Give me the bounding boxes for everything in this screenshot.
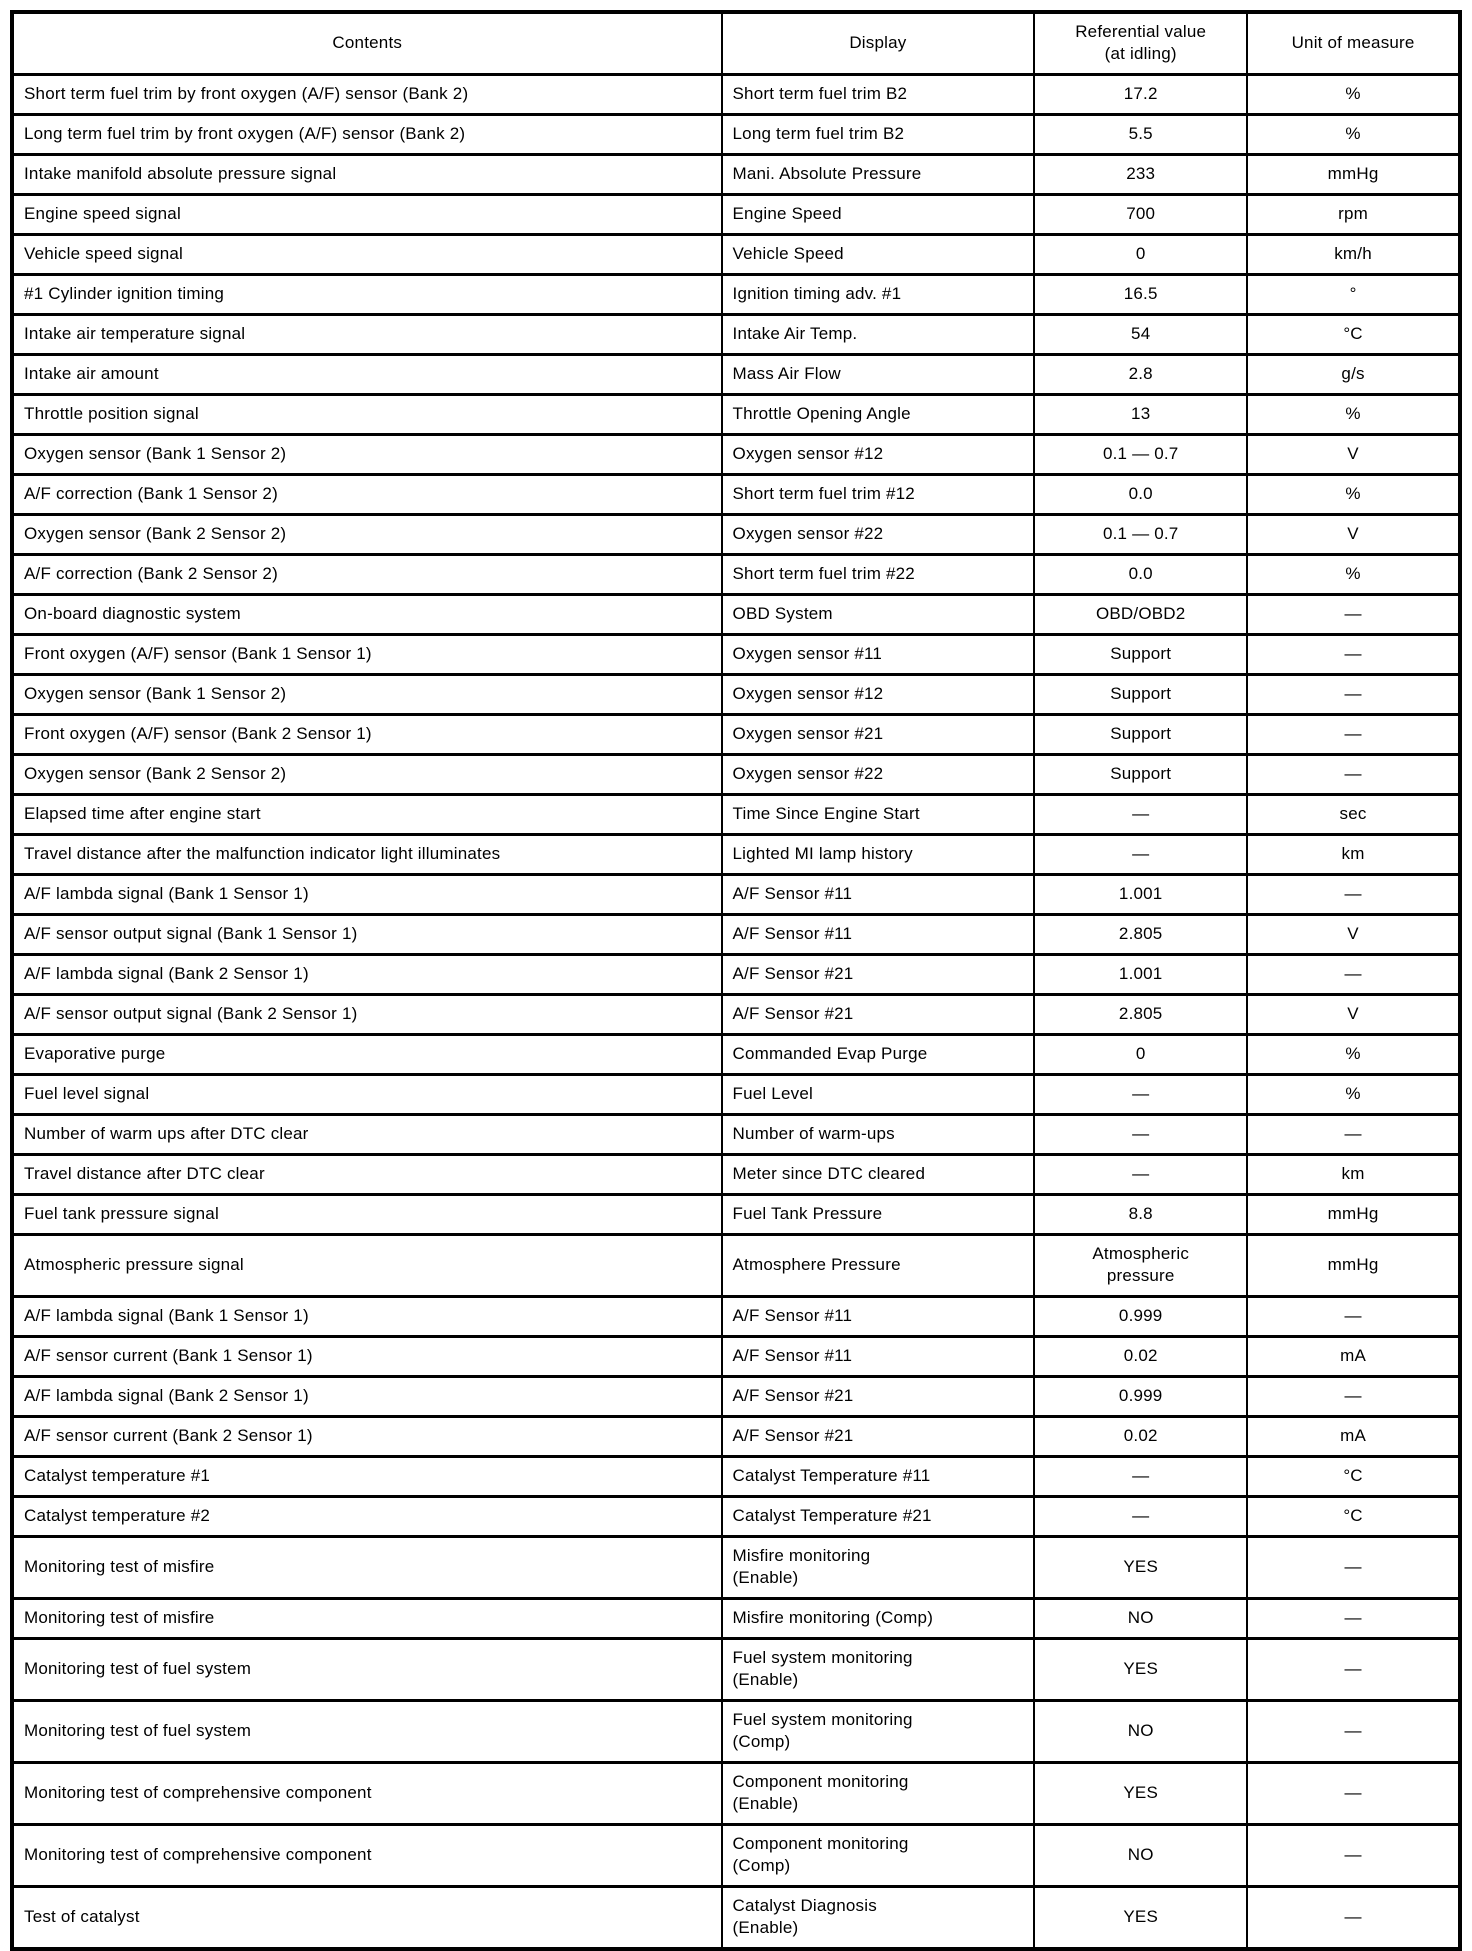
cell-display: Oxygen sensor #12: [722, 674, 1035, 714]
table-row: [12, 1074, 1460, 1114]
cell-value: —: [1034, 1114, 1247, 1154]
cell-display: Oxygen sensor #22: [722, 514, 1035, 554]
cell-value: Support: [1034, 754, 1247, 794]
table-row: [12, 834, 1460, 874]
cell-contents: Fuel level signal: [12, 1074, 722, 1114]
cell-display: Oxygen sensor #12: [722, 434, 1035, 474]
table-row: [12, 1376, 1460, 1416]
cell-unit: —: [1247, 1598, 1460, 1638]
cell-value: 233: [1034, 154, 1247, 194]
cell-unit: mA: [1247, 1336, 1460, 1376]
cell-value: 2.805: [1034, 914, 1247, 954]
cell-unit: —: [1247, 874, 1460, 914]
table-row: [12, 314, 1460, 354]
table-row: [12, 1234, 1460, 1296]
cell-contents: A/F lambda signal (Bank 2 Sensor 1): [12, 1376, 722, 1416]
table-row: [12, 674, 1460, 714]
table-row: [12, 1194, 1460, 1234]
cell-contents: Number of warm ups after DTC clear: [12, 1114, 722, 1154]
cell-value: 0.1 — 0.7: [1034, 434, 1247, 474]
cell-display: Misfire monitoring (Enable): [722, 1536, 1035, 1598]
cell-unit: %: [1247, 394, 1460, 434]
diagnostic-data-table: [10, 10, 1462, 1951]
cell-display: Mani. Absolute Pressure: [722, 154, 1035, 194]
cell-value: 2.8: [1034, 354, 1247, 394]
cell-contents: Test of catalyst: [12, 1886, 722, 1949]
cell-value: —: [1034, 834, 1247, 874]
cell-contents: Long term fuel trim by front oxygen (A/F) sensor (Bank 2): [12, 114, 722, 154]
column-header-referential-value: Referential value (at idling): [1034, 12, 1247, 74]
cell-unit: %: [1247, 554, 1460, 594]
cell-unit: mmHg: [1247, 1234, 1460, 1296]
cell-display: Throttle Opening Angle: [722, 394, 1035, 434]
cell-value: 0.0: [1034, 554, 1247, 594]
table-row: [12, 1762, 1460, 1824]
table-row: [12, 1824, 1460, 1886]
table-row: [12, 754, 1460, 794]
cell-unit: mmHg: [1247, 154, 1460, 194]
cell-unit: —: [1247, 1762, 1460, 1824]
cell-value: 1.001: [1034, 874, 1247, 914]
table-row: [12, 474, 1460, 514]
cell-display: Catalyst Temperature #21: [722, 1496, 1035, 1536]
cell-display: Ignition timing adv. #1: [722, 274, 1035, 314]
cell-value: 1.001: [1034, 954, 1247, 994]
cell-unit: °C: [1247, 314, 1460, 354]
cell-unit: V: [1247, 914, 1460, 954]
cell-display: A/F Sensor #21: [722, 994, 1035, 1034]
cell-unit: —: [1247, 1886, 1460, 1949]
cell-unit: °: [1247, 274, 1460, 314]
cell-contents: Engine speed signal: [12, 194, 722, 234]
cell-value: YES: [1034, 1536, 1247, 1598]
cell-contents: Oxygen sensor (Bank 1 Sensor 2): [12, 434, 722, 474]
cell-contents: A/F correction (Bank 1 Sensor 2): [12, 474, 722, 514]
cell-display: Component monitoring (Comp): [722, 1824, 1035, 1886]
cell-contents: Monitoring test of comprehensive component: [12, 1762, 722, 1824]
cell-value: 5.5: [1034, 114, 1247, 154]
cell-contents: A/F correction (Bank 2 Sensor 2): [12, 554, 722, 594]
table-row: [12, 434, 1460, 474]
table-row: [12, 394, 1460, 434]
table-body: [12, 74, 1460, 1949]
table-row: [12, 194, 1460, 234]
cell-value: —: [1034, 794, 1247, 834]
cell-contents: A/F lambda signal (Bank 1 Sensor 1): [12, 874, 722, 914]
cell-unit: —: [1247, 674, 1460, 714]
table-row: [12, 514, 1460, 554]
table-row: [12, 1598, 1460, 1638]
cell-value: 16.5: [1034, 274, 1247, 314]
cell-display: Intake Air Temp.: [722, 314, 1035, 354]
table-row: [12, 714, 1460, 754]
cell-value: NO: [1034, 1700, 1247, 1762]
cell-contents: Travel distance after DTC clear: [12, 1154, 722, 1194]
cell-unit: —: [1247, 594, 1460, 634]
table-row: [12, 594, 1460, 634]
cell-unit: —: [1247, 1296, 1460, 1336]
cell-contents: Evaporative purge: [12, 1034, 722, 1074]
cell-contents: A/F sensor current (Bank 1 Sensor 1): [12, 1336, 722, 1376]
cell-unit: —: [1247, 1536, 1460, 1598]
cell-unit: mA: [1247, 1416, 1460, 1456]
cell-contents: Monitoring test of fuel system: [12, 1700, 722, 1762]
cell-display: Short term fuel trim B2: [722, 74, 1035, 114]
cell-value: 0: [1034, 234, 1247, 274]
cell-value: —: [1034, 1496, 1247, 1536]
cell-contents: Catalyst temperature #1: [12, 1456, 722, 1496]
cell-unit: rpm: [1247, 194, 1460, 234]
table-row: [12, 914, 1460, 954]
table-row: [12, 154, 1460, 194]
cell-contents: Oxygen sensor (Bank 2 Sensor 2): [12, 514, 722, 554]
cell-contents: Vehicle speed signal: [12, 234, 722, 274]
cell-contents: Monitoring test of comprehensive component: [12, 1824, 722, 1886]
cell-display: A/F Sensor #11: [722, 1296, 1035, 1336]
cell-value: 0.999: [1034, 1376, 1247, 1416]
table-row: [12, 1536, 1460, 1598]
cell-contents: Intake air temperature signal: [12, 314, 722, 354]
cell-value: 8.8: [1034, 1194, 1247, 1234]
cell-value: Atmospheric pressure: [1034, 1234, 1247, 1296]
column-header-unit-of-measure: Unit of measure: [1247, 12, 1460, 74]
cell-display: Lighted MI lamp history: [722, 834, 1035, 874]
table-row: [12, 1638, 1460, 1700]
cell-display: Oxygen sensor #21: [722, 714, 1035, 754]
cell-unit: V: [1247, 994, 1460, 1034]
cell-unit: %: [1247, 114, 1460, 154]
cell-unit: —: [1247, 1638, 1460, 1700]
table-row: [12, 1700, 1460, 1762]
cell-value: Support: [1034, 674, 1247, 714]
table-row: [12, 1114, 1460, 1154]
table-row: [12, 234, 1460, 274]
cell-display: Commanded Evap Purge: [722, 1034, 1035, 1074]
cell-contents: Intake manifold absolute pressure signal: [12, 154, 722, 194]
cell-contents: Atmospheric pressure signal: [12, 1234, 722, 1296]
table-row: [12, 1296, 1460, 1336]
cell-unit: km: [1247, 834, 1460, 874]
cell-contents: Monitoring test of misfire: [12, 1598, 722, 1638]
table-row: [12, 634, 1460, 674]
cell-contents: A/F sensor current (Bank 2 Sensor 1): [12, 1416, 722, 1456]
cell-display: Meter since DTC cleared: [722, 1154, 1035, 1194]
cell-unit: —: [1247, 1114, 1460, 1154]
cell-display: Vehicle Speed: [722, 234, 1035, 274]
table-row: [12, 1034, 1460, 1074]
cell-display: A/F Sensor #11: [722, 914, 1035, 954]
cell-display: Engine Speed: [722, 194, 1035, 234]
cell-unit: km: [1247, 1154, 1460, 1194]
table-row: [12, 554, 1460, 594]
cell-value: 0.02: [1034, 1416, 1247, 1456]
table-row: [12, 274, 1460, 314]
table-row: [12, 1154, 1460, 1194]
table-header: [12, 12, 1460, 74]
cell-value: NO: [1034, 1824, 1247, 1886]
cell-value: —: [1034, 1154, 1247, 1194]
cell-display: A/F Sensor #11: [722, 874, 1035, 914]
cell-display: Fuel system monitoring (Comp): [722, 1700, 1035, 1762]
cell-contents: Oxygen sensor (Bank 2 Sensor 2): [12, 754, 722, 794]
cell-unit: %: [1247, 1034, 1460, 1074]
cell-value: 0.0: [1034, 474, 1247, 514]
cell-display: Fuel system monitoring (Enable): [722, 1638, 1035, 1700]
cell-value: 0.1 — 0.7: [1034, 514, 1247, 554]
cell-unit: °C: [1247, 1456, 1460, 1496]
cell-value: 2.805: [1034, 994, 1247, 1034]
cell-contents: Fuel tank pressure signal: [12, 1194, 722, 1234]
cell-display: Long term fuel trim B2: [722, 114, 1035, 154]
table-row: [12, 1886, 1460, 1949]
table-row: [12, 1456, 1460, 1496]
cell-display: Number of warm-ups: [722, 1114, 1035, 1154]
cell-unit: %: [1247, 1074, 1460, 1114]
cell-unit: —: [1247, 954, 1460, 994]
cell-contents: A/F lambda signal (Bank 1 Sensor 1): [12, 1296, 722, 1336]
cell-unit: V: [1247, 514, 1460, 554]
table-row: [12, 954, 1460, 994]
cell-display: Oxygen sensor #22: [722, 754, 1035, 794]
cell-value: 0: [1034, 1034, 1247, 1074]
cell-unit: —: [1247, 1824, 1460, 1886]
cell-contents: Short term fuel trim by front oxygen (A/F) sensor (Bank 2): [12, 74, 722, 114]
cell-display: Fuel Tank Pressure: [722, 1194, 1035, 1234]
cell-display: Short term fuel trim #22: [722, 554, 1035, 594]
table-row: [12, 74, 1460, 114]
cell-unit: —: [1247, 634, 1460, 674]
table-row: [12, 114, 1460, 154]
cell-display: Fuel Level: [722, 1074, 1035, 1114]
table-row: [12, 874, 1460, 914]
cell-unit: %: [1247, 474, 1460, 514]
cell-display: Misfire monitoring (Comp): [722, 1598, 1035, 1638]
cell-display: Time Since Engine Start: [722, 794, 1035, 834]
cell-display: Component monitoring (Enable): [722, 1762, 1035, 1824]
table-row: [12, 1336, 1460, 1376]
header-row: [12, 12, 1460, 74]
cell-value: 0.02: [1034, 1336, 1247, 1376]
cell-display: A/F Sensor #21: [722, 1416, 1035, 1456]
cell-unit: %: [1247, 74, 1460, 114]
table-row: [12, 994, 1460, 1034]
table-row: [12, 1416, 1460, 1456]
cell-value: 700: [1034, 194, 1247, 234]
cell-value: —: [1034, 1074, 1247, 1114]
cell-contents: Monitoring test of fuel system: [12, 1638, 722, 1700]
cell-display: Catalyst Diagnosis (Enable): [722, 1886, 1035, 1949]
cell-value: 0.999: [1034, 1296, 1247, 1336]
cell-value: YES: [1034, 1638, 1247, 1700]
cell-contents: Monitoring test of misfire: [12, 1536, 722, 1598]
cell-unit: sec: [1247, 794, 1460, 834]
cell-contents: A/F lambda signal (Bank 2 Sensor 1): [12, 954, 722, 994]
cell-value: OBD/OBD2: [1034, 594, 1247, 634]
cell-display: A/F Sensor #21: [722, 1376, 1035, 1416]
cell-value: 54: [1034, 314, 1247, 354]
cell-display: Atmosphere Pressure: [722, 1234, 1035, 1296]
cell-contents: Oxygen sensor (Bank 1 Sensor 2): [12, 674, 722, 714]
cell-value: 17.2: [1034, 74, 1247, 114]
cell-unit: —: [1247, 714, 1460, 754]
cell-value: Support: [1034, 634, 1247, 674]
cell-value: —: [1034, 1456, 1247, 1496]
cell-display: Oxygen sensor #11: [722, 634, 1035, 674]
cell-value: Support: [1034, 714, 1247, 754]
cell-contents: A/F sensor output signal (Bank 2 Sensor 1): [12, 994, 722, 1034]
cell-display: OBD System: [722, 594, 1035, 634]
cell-contents: On-board diagnostic system: [12, 594, 722, 634]
cell-value: NO: [1034, 1598, 1247, 1638]
cell-contents: Throttle position signal: [12, 394, 722, 434]
table-row: [12, 794, 1460, 834]
cell-unit: g/s: [1247, 354, 1460, 394]
cell-unit: —: [1247, 1376, 1460, 1416]
cell-contents: Elapsed time after engine start: [12, 794, 722, 834]
cell-contents: Intake air amount: [12, 354, 722, 394]
cell-contents: Catalyst temperature #2: [12, 1496, 722, 1536]
cell-value: YES: [1034, 1886, 1247, 1949]
cell-contents: #1 Cylinder ignition timing: [12, 274, 722, 314]
cell-display: A/F Sensor #11: [722, 1336, 1035, 1376]
cell-display: Mass Air Flow: [722, 354, 1035, 394]
cell-unit: °C: [1247, 1496, 1460, 1536]
column-header-display: Display: [722, 12, 1035, 74]
cell-unit: —: [1247, 754, 1460, 794]
cell-contents: Travel distance after the malfunction indicator light illuminates: [12, 834, 722, 874]
cell-value: 13: [1034, 394, 1247, 434]
cell-contents: Front oxygen (A/F) sensor (Bank 2 Sensor 1): [12, 714, 722, 754]
cell-unit: km/h: [1247, 234, 1460, 274]
cell-value: YES: [1034, 1762, 1247, 1824]
table-row: [12, 354, 1460, 394]
column-header-contents: Contents: [12, 12, 722, 74]
cell-unit: —: [1247, 1700, 1460, 1762]
cell-unit: mmHg: [1247, 1194, 1460, 1234]
table-row: [12, 1496, 1460, 1536]
cell-unit: V: [1247, 434, 1460, 474]
cell-display: Catalyst Temperature #11: [722, 1456, 1035, 1496]
cell-contents: A/F sensor output signal (Bank 1 Sensor 1): [12, 914, 722, 954]
cell-display: A/F Sensor #21: [722, 954, 1035, 994]
cell-display: Short term fuel trim #12: [722, 474, 1035, 514]
cell-contents: Front oxygen (A/F) sensor (Bank 1 Sensor 1): [12, 634, 722, 674]
